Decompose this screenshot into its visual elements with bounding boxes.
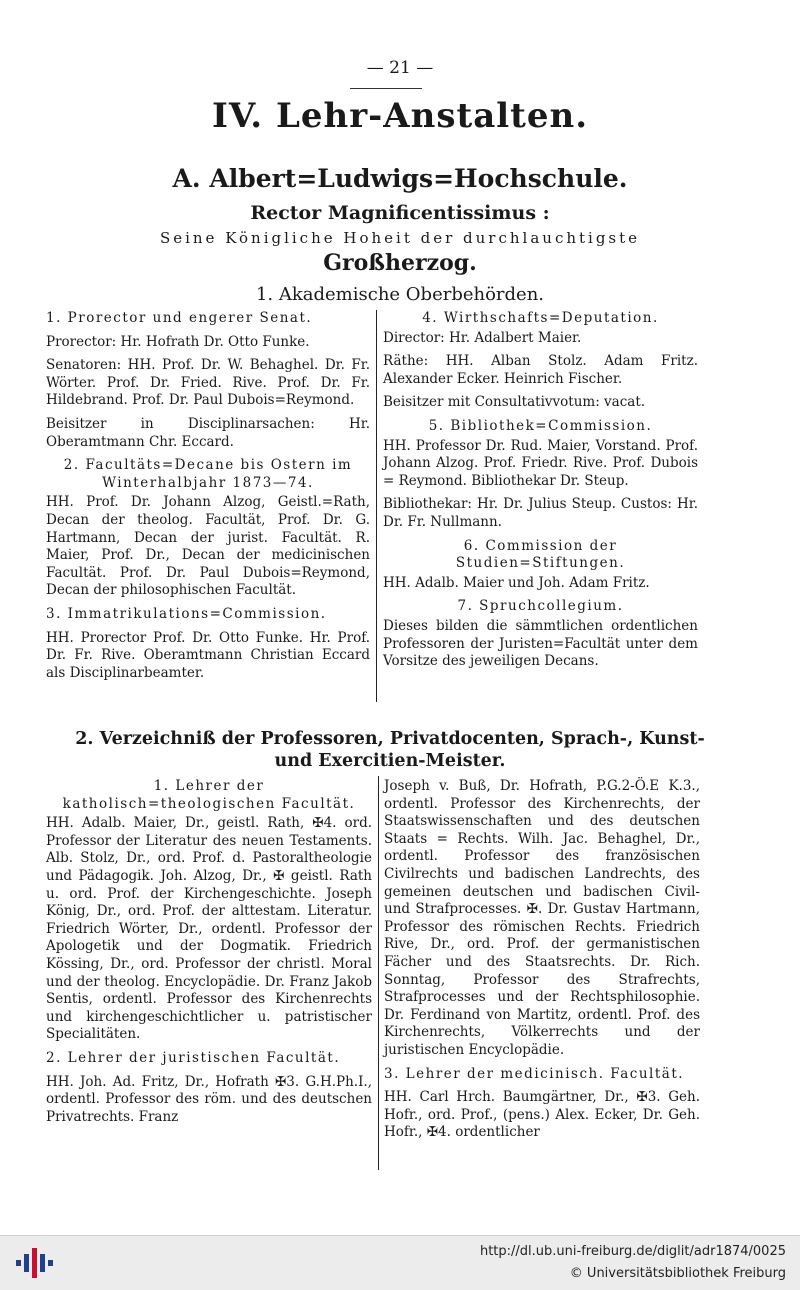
entry-text: Dieses bilden die sämmtlichen ordentlichen Professoren der Juristen=Facultät unter dem Vorsitze des jeweiligen Decans. <box>383 617 698 670</box>
column-divider <box>376 310 377 702</box>
entry-text: HH. Adalb. Maier, Dr., geistl. Rath, ✠4. ord. Professor der Literatur des neuen Testaments. Alb. Stolz, Dr., ord. Prof. d. Pastoraltheologie und Pädagogik. Joh. Alzog, Dr., ✠ geistl. Rath u. ord. Prof. der Kirchengeschichte. Joseph König, Dr., ord. Prof. der alttestam. Literatur. Friedrich Wörter, Dr., ordentl. Professor der Apologetik und der Dogmatik. Friedrich Kössing, Dr., ord. Professor der christl. Moral und der theolog. Encyclopädie. Dr. Franz Jakob Sentis, ordentl. Professor des Kirchenrechts und kirchengeschichtlicher u. patristischer Specialitäten. <box>46 815 372 1043</box>
entry-text: HH. Prorector Prof. Dr. Otto Funke. Hr. Prof. Dr. Fr. Rive. Oberamtmann Christian Eccard als Disciplinarbeamter. <box>46 629 370 681</box>
entry-text: Bibliothekar: Hr. Dr. Julius Steup. Custos: Hr. Dr. Fr. Nullmann. <box>383 496 698 530</box>
entry-label: 2. Facultäts=Decane bis Ostern im Winterhalbjahr 1873—74. <box>63 457 353 491</box>
entry-label: 1. Lehrer der katholisch=theologischen Facultät. <box>62 778 356 812</box>
column-right-authorities <box>383 310 698 677</box>
entry-text: HH. Carl Hrch. Baumgärtner, Dr., ✠3. Geh. Hofr., ord. Prof., (pens.) Alex. Ecker, Dr. Geh. Hofr., ✠4. ordentlicher <box>384 1089 700 1141</box>
column-right-professors <box>384 778 700 1148</box>
institution-heading: A. Albert=Ludwigs=Hochschule. <box>172 164 628 193</box>
entry-text: Senatoren: HH. Prof. Dr. W. Behaghel. Dr. Fr. Wörter. Prof. Dr. Fried. Rive. Prof. Dr. Fr. Hildebrand. Prof. Dr. Paul Dubois=Reymond. <box>46 357 370 409</box>
entry-text: HH. Professor Dr. Rud. Maier, Vorstand. Prof. Johann Alzog. Prof. Friedr. Rive. Prof. Dubois = Reymond. Bibliothekar Dr. Steup. <box>383 437 698 489</box>
column-left-professors <box>46 778 372 1132</box>
entry-text: Räthe: HH. Alban Stolz. Adam Fritz. Alexander Ecker. Heinrich Fischer. <box>383 353 698 387</box>
entry-text: HH. Prof. Dr. Johann Alzog, Geistl.=Rath, Decan der theolog. Facultät, Prof. Dr. G. Hartmann, Decan der jurist. Facultät. R. Maier, Prof. Dr., Decan der medicinischen Facultät. Prof. Dr. Paul Dubois=Reymond, Decan der philosophischen Facultät. <box>46 494 370 599</box>
ub-freiburg-logo-icon <box>14 1244 54 1282</box>
entry-text: Beisitzer in Disciplinarsachen: Hr. Oberamtmann Chr. Eccard. <box>46 415 370 450</box>
entry-label: 6. Commission der Studien=Stiftungen. <box>455 537 626 572</box>
viewer-footer <box>0 1235 800 1290</box>
rector-line: Seine Königliche Hoheit der durchlauchtigste <box>159 229 641 247</box>
subsection-heading-professors: 2. Verzeichniß der Professoren, Privatdocenten, Sprach-, Kunst- und Exercitien-Meister. <box>75 729 705 771</box>
entry-text: Director: Hr. Adalbert Maier. <box>383 329 582 346</box>
rector-heading: Rector Magnificentissimus : <box>250 202 550 224</box>
section-title: IV. Lehr-Anstalten. <box>211 96 589 136</box>
column-divider <box>378 776 379 1170</box>
entry-text: Beisitzer mit Consultativvotum: vacat. <box>383 394 646 411</box>
entry-text: Joseph v. Buß, Dr. Hofrath, P.G.2-Ö.E K.3., ordentl. Professor des Kirchenrechts, der Staatswissenschaften und des deutschen Staats = Rechts. Wilh. Jac. Behaghel, Dr., ordentl. Professor des französischen Civilrechts und badischen Landrechts, des gemeinen deutschen und badischen Civil- und Strafprocesses. ✠. Dr. Gustav Hartmann, Professor des römischen Rechts. Friedrich Rive, Dr., ord. Prof. der germanistischen Fächer und des Staatsrechts. Dr. Rich. Sonntag, Professor des Strafrechts, Strafprocesses und der Rechtsphilosophie. Dr. Ferdinand von Martitz, ordentl. Prof. des Kirchenrechts, Völkerrechts und der juristischen Encyclopädie. <box>384 778 700 1058</box>
column-left-authorities <box>46 310 370 688</box>
entry-label: 3. Lehrer der medicinisch. Facultät. <box>384 1065 685 1082</box>
document-url-link[interactable]: http://dl.ub.uni-freiburg.de/diglit/adr1874/0025 <box>479 1244 786 1259</box>
rector-name: Großherzog. <box>323 250 477 276</box>
entry-label: 3. Immatrikulations=Commission. <box>46 605 327 622</box>
title-rule <box>350 88 422 89</box>
entry-text: HH. Joh. Ad. Fritz, Dr., Hofrath ✠3. G.H.Ph.I., ordentl. Professor des röm. und des deutschen Privatrechts. Franz <box>46 1073 372 1125</box>
entry-label: 2. Lehrer der juristischen Facultät. <box>46 1049 341 1066</box>
page-number: — 21 — <box>366 58 434 78</box>
subsection-heading-authorities: 1. Akademische Oberbehörden. <box>255 284 545 305</box>
entry-label: 5. Bibliothek=Commission. <box>428 417 653 434</box>
entry-label: 4. Wirthschafts=Deputation. <box>422 310 659 326</box>
entry-text: Prorector: Hr. Hofrath Dr. Otto Funke. <box>46 333 310 350</box>
entry-label: 7. Spruchcollegium. <box>457 598 624 615</box>
entry-text: HH. Adalb. Maier und Joh. Adam Fritz. <box>383 574 650 591</box>
entry-label: 1. Prorector und engerer Senat. <box>46 310 313 326</box>
copyright-text: © Universitätsbibliothek Freiburg <box>569 1266 786 1281</box>
